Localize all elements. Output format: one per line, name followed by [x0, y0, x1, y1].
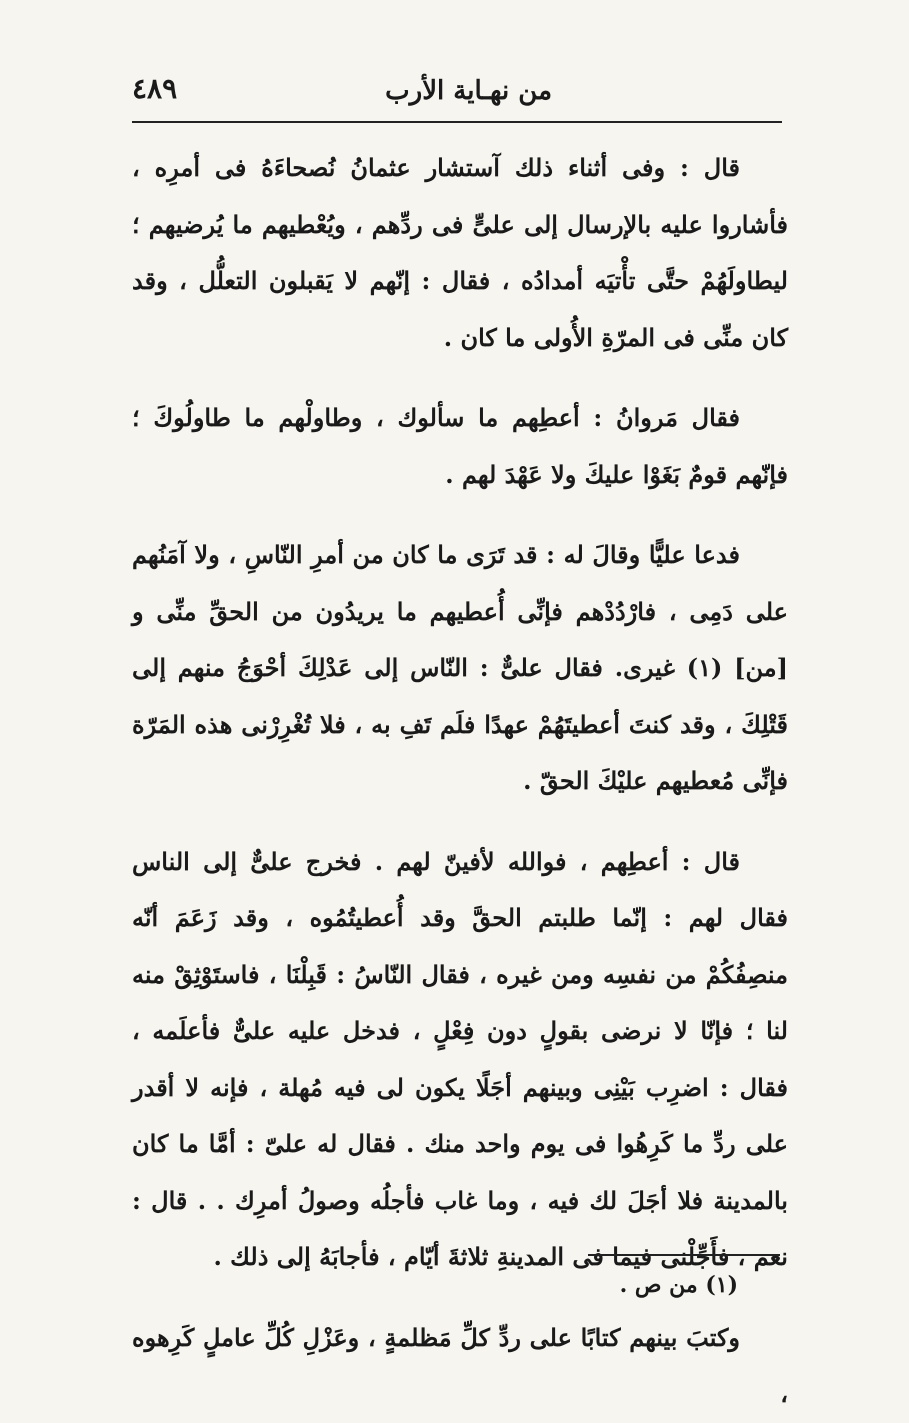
footnote-rule: [588, 1254, 780, 1256]
body-text: [132, 140, 788, 1423]
header-rule: [132, 121, 782, 123]
page-number: ٤٨٩: [132, 72, 178, 105]
paragraph-4: قال : أعطِهم ، فوالله لأفينّ لهم . فخرج علىٌّ إلى الناس فقال لهم : إنّما طلبتم الحقَّ وقد أُعطيتُمُوه ، وقد زَعَمَ أنّه منصِفُكُمْ من نفسِه ومن غيره ، فقال النّاسُ : قَبِلْنَا ، فاستَوْثِقْ منه لنا ؛ فإنّا لا نرضى بقولٍ دون فِعْلٍ ، فدخل عليه علىٌّ فأعلَمه ، فقال : اضرِب بَيْنِى وبينهم أجَلًا يكون لى فيه مُهلة ، فإنه لا أقدر على ردِّ ما كَرِهُوا فى يوم واحد منك . فقال له علىّ : أمَّا ما كان بالمدينة فلا أجَلَ لك فيه ، وما غاب فأجلُه وصولُ أمرِك . . قال : نعم ، فأَجِّلْنى فيما فى المدينةِ ثلاثةَ أيّام ، فأجابَهُ إلى ذلك .: [132, 846, 788, 1271]
paragraph-5: وكتبَ بينهم كتابًا على ردِّ كلِّ مَظلمةٍ ، وعَزْلِ كُلِّ عاملٍ كَرِهوه ،: [132, 1322, 788, 1408]
paragraph-2: فقال مَروانُ : أعطِهم ما سألوك ، وطاولْهم ما طاولُوكَ ؛ فإنّهم قومٌ بَغَوْا عليكَ ولا عَهْدَ لهم .: [132, 403, 788, 489]
page-header: [132, 70, 782, 120]
footnote: (١) من ص .: [619, 1272, 738, 1298]
paragraph-3: فدعا عليًّا وقالَ له : قد تَرَى ما كان من أمرِ النّاسِ ، ولا آمَنُهم على دَمِى ، فارْدُدْهم فإنِّى أُعطيهم ما يريدُون من الحقِّ منِّى و [من] (١) غيرى. فقال علىٌّ : النّاس إلى عَدْلِكَ أحْوَجُ منهم إلى قَتْلِكَ ، وقد كنتَ أعطيتَهُمْ عهدًا فلَم تَفِ به ، فلا تُغْرِرْنى هذه المَرّة فإنِّى مُعطيهم عليْكَ الحقّ .: [132, 540, 789, 795]
paragraph-1: قال : وفى أثناء ذلك آستشار عثمانُ نُصحاءَهُ فى أمرِه ، فأشاروا عليه بالإرسال إلى علىٍّ فى ردِّهم ، ويُعْطيهم ما يُرضيهم ؛ ليطاولَهُمْ حتَّى تأْتيَه أمدادُه ، فقال : إنّهم لا يَقبلون التعلُّل ، وقد كان منِّى فى المرّةِ الأُولى ما كان .: [132, 153, 788, 352]
running-title: من نهـاية الأرب: [385, 76, 552, 106]
